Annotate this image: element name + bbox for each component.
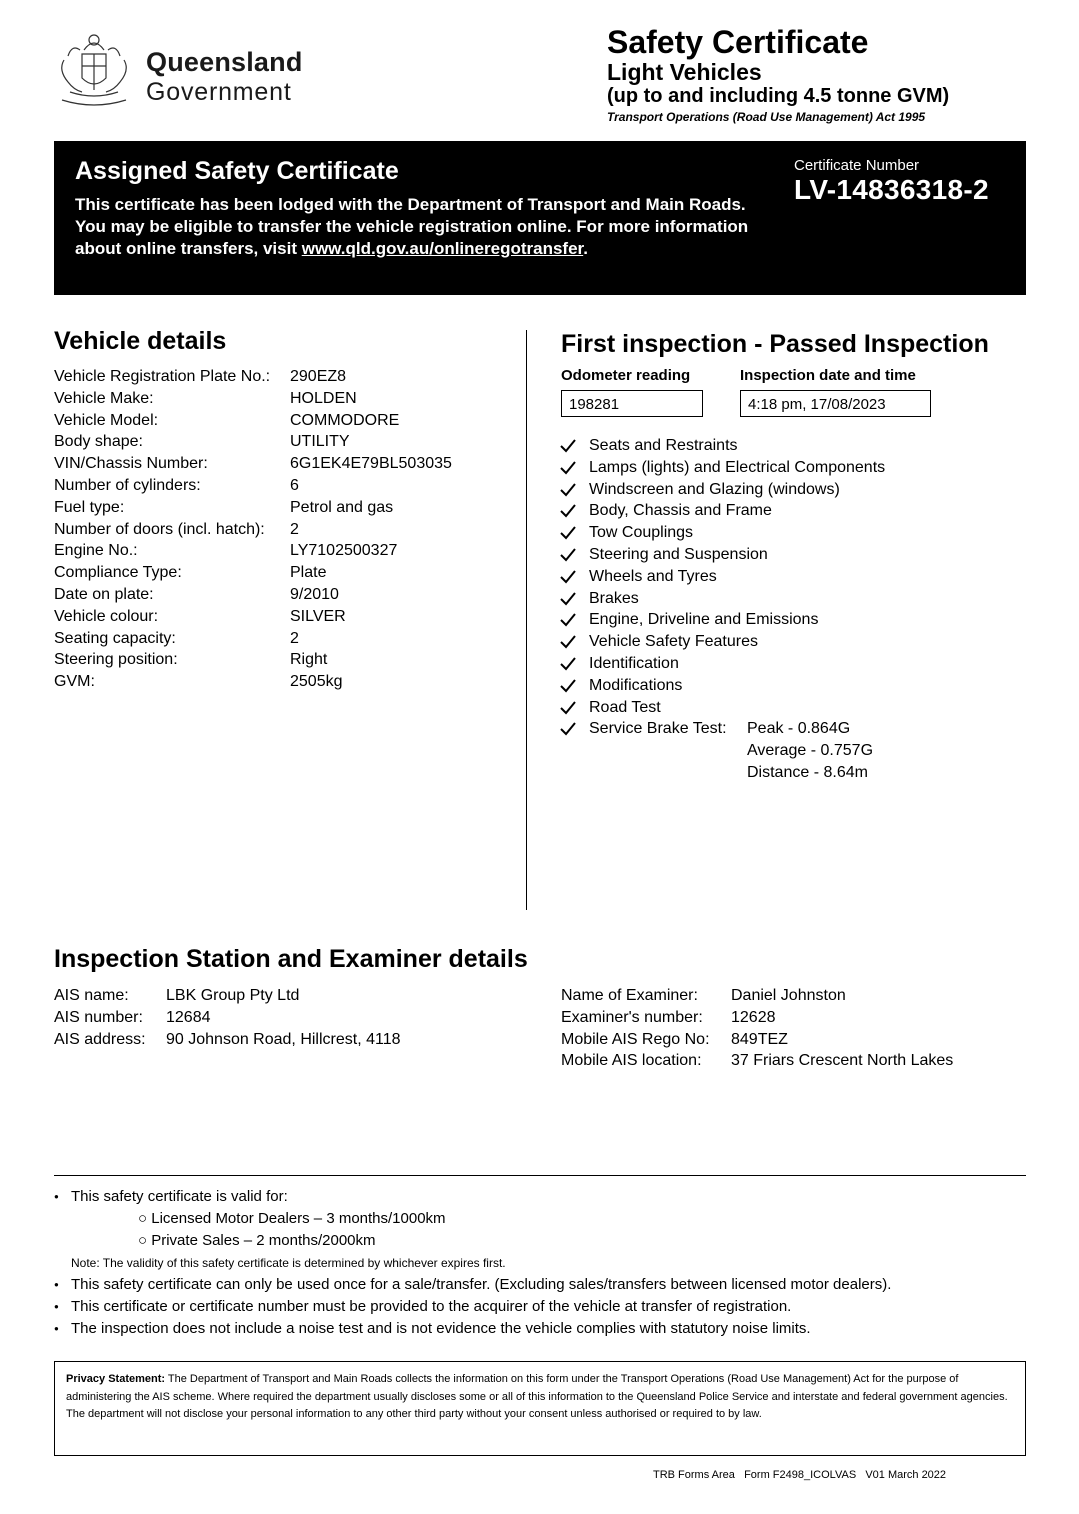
field-value: 290EZ8 [290,368,347,385]
section-divider [54,1175,1026,1176]
privacy-label: Privacy Statement: [66,1373,166,1385]
field-value: Daniel Johnston [731,987,846,1004]
field-value: Plate [290,564,327,582]
field-value: 2 [290,520,299,538]
vehicle-row [54,562,452,584]
org-name-line1: Queensland [146,47,303,77]
field-value: SILVER [290,607,346,625]
brake-average: Average - 0.757G [747,742,874,760]
checkmark-icon [559,612,577,628]
station-details-title: Inspection Station and Examiner details [54,945,528,973]
vehicle-row [54,540,452,562]
certificate-number: LV-14836318-2 [794,174,989,205]
checkmark-icon [559,503,577,519]
field-label: AIS number: [54,1008,143,1026]
examiner-row [561,985,953,1007]
checkmark-icon [559,678,577,694]
vehicle-row [54,671,452,693]
ais-row [54,1029,401,1051]
field-label: Compliance Type: [54,564,182,582]
vehicle-row [54,649,452,671]
odometer-label: Odometer reading [561,367,691,384]
ais-details [54,985,401,1050]
checkmark-icon [559,569,577,585]
checkmark-icon [559,634,577,650]
brake-test-label: Service Brake Test: [589,720,727,738]
inspection-date-label: Inspection date and time [740,367,916,384]
online-transfer-link[interactable]: www.qld.gov.au/onlineregotransfer [301,239,584,258]
check-label: Brakes [589,589,639,607]
field-label: Steering position: [54,651,178,669]
inspection-title: First inspection - Passed Inspection [561,330,989,358]
vehicle-row [54,431,452,453]
validity-notes [54,1186,1034,1340]
field-label: GVM: [54,673,95,691]
inspection-date-field: 4:18 pm, 17/08/2023 [740,390,931,417]
check-label: Lamps (lights) and Electrical Components [589,458,886,476]
note-noise: ● The inspection does not include a noise test and is not evidence the vehicle complies with statutory noise limits. [54,1318,1034,1340]
examiner-row [561,1050,953,1072]
field-value: 6G1EK4E79BL503035 [290,455,452,473]
vehicle-row [54,606,452,628]
vehicle-details-table [54,366,452,693]
check-label: Wheels and Tyres [589,567,717,585]
assigned-certificate-banner [54,141,1026,295]
field-value: Right [290,651,328,669]
examiner-row [561,1029,953,1051]
checkmark-icon [559,591,577,607]
privacy-statement [54,1361,1026,1456]
certificate-number-label: Certificate Number [794,157,920,174]
field-label: Engine No.: [54,542,138,560]
field-label: Seating capacity: [54,629,176,647]
field-label: AIS address: [54,1030,146,1048]
form-footer: TRB Forms Area Form F2498_ICOLVAS V01 March 2022 [653,1469,947,1481]
checkmark-icon [559,547,577,563]
field-value: 12628 [731,1008,776,1026]
note-valid-for: ● This safety certificate is valid for: [54,1186,1034,1208]
vehicle-row [54,475,452,497]
banner-text [75,194,765,260]
field-label: Number of doors (incl. hatch): [54,520,265,538]
field-value: LY7102500327 [290,542,398,560]
vehicle-row [54,453,452,475]
vehicle-row [54,410,452,432]
note-private: ○ Private Sales – 2 months/2000km [138,1232,376,1249]
check-label: Engine, Driveline and Emissions [589,611,819,629]
checkmark-icon [559,721,577,737]
coat-of-arms-logo [54,30,134,110]
brake-peak: Peak - 0.864G [747,720,851,738]
check-label: Steering and Suspension [589,545,768,563]
checkmark-icon [559,438,577,454]
vehicle-row [54,497,452,519]
check-label: Vehicle Safety Features [589,633,758,651]
ais-row [54,985,401,1007]
field-label: Number of cylinders: [54,476,201,494]
vehicle-row [54,584,452,606]
document-title: Safety Certificate [607,24,869,60]
examiner-row [561,1007,953,1029]
note-validity: Note: The validity of this safety certificate is determined by whichever expires first. [71,1256,506,1270]
field-value: 37 Friars Crescent North Lakes [731,1052,954,1070]
field-label: Vehicle Model: [54,411,159,429]
field-value: 2505kg [290,673,343,691]
field-value: 9/2010 [290,585,339,603]
field-value: 849TEZ [731,1030,788,1048]
field-label: Examiner's number: [561,1008,703,1026]
brake-distance: Distance - 8.64m [747,763,868,781]
field-label: Body shape: [54,433,143,451]
checkmark-icon [559,525,577,541]
checkmark-icon [559,460,577,476]
field-label: AIS name: [54,987,129,1004]
odometer-field: 198281 [561,390,703,417]
check-label: Identification [589,654,679,672]
field-label: Date on plate: [54,585,154,603]
document-subtitle: Light Vehicles [607,59,762,85]
check-label: Modifications [589,676,683,694]
banner-title: Assigned Safety Certificate [75,157,399,185]
checkmark-icon [559,700,577,716]
field-value: Petrol and gas [290,498,394,516]
vehicle-row [54,388,452,410]
field-value: 2 [290,629,299,647]
vehicle-details-title: Vehicle details [54,327,227,355]
field-value: 6 [290,476,299,494]
examiner-details [561,985,953,1072]
field-label: Vehicle colour: [54,607,159,625]
field-label: Vehicle Registration Plate No.: [54,368,271,385]
banner-body: This certificate has been lodged with the Department of Transport and Main Roads. You may be eligible to transfer the vehicle registration online. For more information about online transfers, visit [75,195,749,258]
field-label: Mobile AIS location: [561,1052,702,1070]
field-value: 12684 [166,1008,211,1026]
org-name-line2: Government [146,78,292,106]
note-once: ● This safety certificate can only be used once for a sale/transfer. (Excluding sales/transfers between licensed motor dealers). [54,1274,1034,1296]
vehicle-row [54,628,452,650]
check-label: Body, Chassis and Frame [589,502,772,520]
field-label: VIN/Chassis Number: [54,455,208,473]
check-label: Road Test [589,698,661,716]
field-value: UTILITY [290,433,350,451]
field-value: HOLDEN [290,389,357,407]
check-label: Windscreen and Glazing (windows) [589,480,840,498]
field-value: LBK Group Pty Ltd [166,987,300,1004]
field-label: Vehicle Make: [54,389,154,407]
document-subtitle-gvm: (up to and including 4.5 tonne GVM) [607,85,950,107]
checkmark-icon [559,482,577,498]
column-divider [526,330,527,910]
vehicle-row [54,366,452,388]
check-label: Seats and Restraints [589,437,738,454]
note-dealers: ○ Licensed Motor Dealers – 3 months/1000km [138,1210,446,1227]
field-value: COMMODORE [290,411,400,429]
act-reference: Transport Operations (Road Use Management) Act 1995 [607,110,926,124]
banner-end: . [583,239,588,258]
checkmark-icon [559,656,577,672]
check-label: Tow Couplings [589,524,694,542]
note-provided: ● This certificate or certificate number must be provided to the acquirer of the vehicle at transfer of registration. [54,1296,1034,1318]
field-value: 90 Johnson Road, Hillcrest, 4118 [166,1030,401,1048]
vehicle-row [54,519,452,541]
privacy-text: The Department of Transport and Main Roads collects the information on this form under the Transport Operations (Road Use Management) Act for the purpose of administering the AIS scheme. Where required the department usually discloses some or all of this information to the Queensland Police Service and interstate and federal government agencies. The department will not disclose your personal information to any other third party without your consent unless authorised or required to by law. [66,1373,1008,1420]
field-label: Name of Examiner: [561,987,698,1004]
brake-test-values [747,718,873,783]
field-label: Fuel type: [54,498,125,516]
ais-row [54,1007,401,1029]
field-label: Mobile AIS Rego No: [561,1030,710,1048]
